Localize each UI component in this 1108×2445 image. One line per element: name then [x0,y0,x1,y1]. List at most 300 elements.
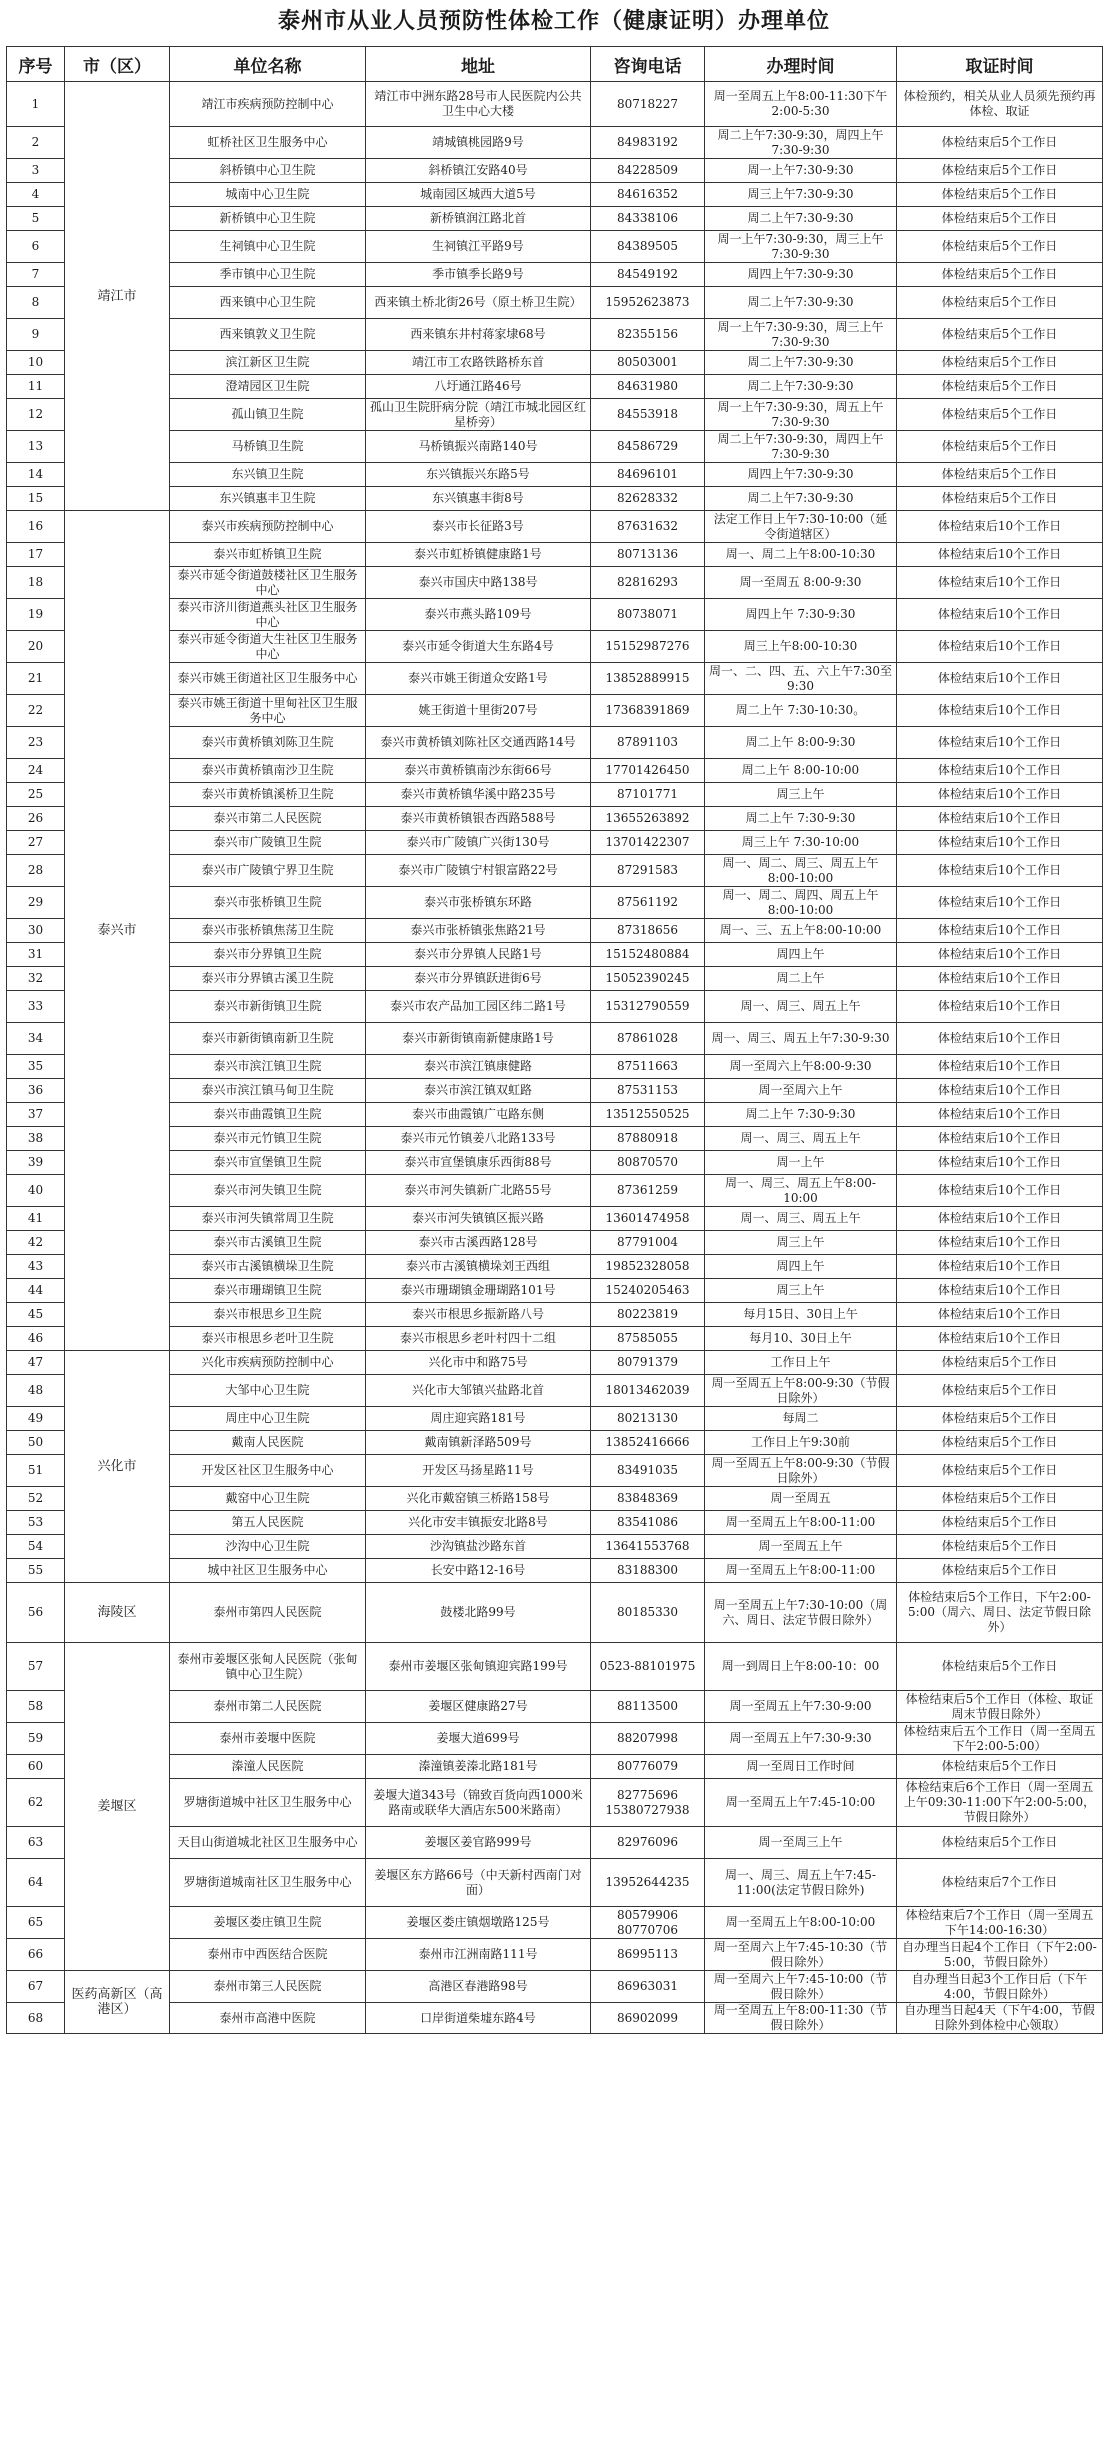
address: 西来镇土桥北街26号（原土桥卫生院） [366,287,591,319]
table-row [7,1103,1103,1127]
header-district: 市（区） [65,47,170,82]
office-hours: 周一、三、五上午8:00-10:00 [705,919,897,943]
unit-name: 大邹中心卫生院 [170,1375,366,1407]
phone: 13852416666 [591,1431,705,1455]
table-row [7,727,1103,759]
table-row [7,663,1103,695]
phone: 83491035 [591,1455,705,1487]
row-number: 35 [7,1055,65,1079]
table-row [7,1755,1103,1779]
unit-name: 戴窑中心卫生院 [170,1487,366,1511]
row-number: 5 [7,207,65,231]
header-address: 地址 [366,47,591,82]
pickup-time: 体检结束后5个工作日 [897,287,1103,319]
office-hours: 周一上午7:30-9:30 [705,159,897,183]
unit-name: 泰兴市黄桥镇溪桥卫生院 [170,783,366,807]
unit-name: 孤山镇卫生院 [170,399,366,431]
office-hours: 周一至周五 [705,1487,897,1511]
phone: 80213130 [591,1407,705,1431]
office-hours: 周一、周三、周五上午 [705,991,897,1023]
unit-name: 滨江新区卫生院 [170,351,366,375]
unit-name: 东兴镇惠丰卫生院 [170,487,366,511]
unit-name: 开发区社区卫生服务中心 [170,1455,366,1487]
pickup-time: 体检结束后10个工作日 [897,783,1103,807]
unit-name: 泰兴市张桥镇焦荡卫生院 [170,919,366,943]
row-number: 17 [7,543,65,567]
table-row [7,1431,1103,1455]
address: 新桥镇润江路北首 [366,207,591,231]
district-cell: 海陵区 [65,1583,170,1643]
office-hours: 周二上午7:30-9:30 [705,207,897,231]
pickup-time: 体检结束后10个工作日 [897,1279,1103,1303]
table-row [7,1407,1103,1431]
office-hours: 周二上午7:30-9:30 [705,375,897,399]
unit-name: 季市镇中心卫生院 [170,263,366,287]
office-hours: 周三上午 [705,1279,897,1303]
unit-name: 泰兴市新街镇南新卫生院 [170,1023,366,1055]
unit-name: 生祠镇中心卫生院 [170,231,366,263]
address: 斜桥镇江安路40号 [366,159,591,183]
address: 泰兴市曲霞镇广屯路东侧 [366,1103,591,1127]
office-hours: 周三上午7:30-9:30 [705,183,897,207]
office-hours: 工作日上午9:30前 [705,1431,897,1455]
address: 泰兴市长征路3号 [366,511,591,543]
row-number: 34 [7,1023,65,1055]
unit-name: 泰兴市广陵镇宁界卫生院 [170,855,366,887]
pickup-time: 体检结束后5个工作日 [897,183,1103,207]
phone: 84983192 [591,127,705,159]
phone: 87318656 [591,919,705,943]
address: 泰兴市张桥镇东环路 [366,887,591,919]
pickup-time: 体检结束后10个工作日 [897,663,1103,695]
address: 泰兴市古溪镇横垛刘王西组 [366,1255,591,1279]
pickup-time: 体检结束后7个工作日（周一至周五下午14:00-16:30） [897,1907,1103,1939]
unit-name: 泰兴市疾病预防控制中心 [170,511,366,543]
pickup-time: 体检结束后10个工作日 [897,1079,1103,1103]
phone: 13701422307 [591,831,705,855]
pickup-time: 体检结束后10个工作日 [897,967,1103,991]
office-hours: 周一至周六上午7:45-10:00（节假日除外） [705,1971,897,2003]
table-row [7,1303,1103,1327]
table-row [7,1231,1103,1255]
phone: 86995113 [591,1939,705,1971]
address: 沙沟镇盐沙路东首 [366,1535,591,1559]
table-row [7,2003,1103,2034]
address: 泰兴市分界镇人民路1号 [366,943,591,967]
table-row [7,1535,1103,1559]
address: 姜堰大道343号（锦致百货向西1000米路南或联华大酒店东500米路南） [366,1779,591,1827]
row-number: 11 [7,375,65,399]
office-hours: 周四上午7:30-9:30 [705,263,897,287]
address: 兴化市中和路75号 [366,1351,591,1375]
phone: 87861028 [591,1023,705,1055]
address: 泰兴市黄桥镇南沙东街66号 [366,759,591,783]
office-hours: 周四上午 [705,943,897,967]
office-hours: 周二上午 7:30-9:30 [705,807,897,831]
row-number: 19 [7,599,65,631]
address: 泰兴市张桥镇张焦路21号 [366,919,591,943]
table-row [7,943,1103,967]
table-row [7,1055,1103,1079]
unit-name: 泰兴市虹桥镇卫生院 [170,543,366,567]
units-table [6,46,1103,2034]
row-number: 58 [7,1691,65,1723]
row-number: 12 [7,399,65,431]
table-row [7,1151,1103,1175]
address: 泰兴市虹桥镇健康路1号 [366,543,591,567]
row-number: 47 [7,1351,65,1375]
table-row [7,1207,1103,1231]
address: 泰兴市国庆中路138号 [366,567,591,599]
phone: 83848369 [591,1487,705,1511]
phone: 15152480884 [591,943,705,967]
unit-name: 靖江市疾病预防控制中心 [170,82,366,127]
office-hours: 周一至周五上午8:00-11:00 [705,1511,897,1535]
row-number: 48 [7,1375,65,1407]
table-row [7,1971,1103,2003]
page-title: 泰州市从业人员预防性体检工作（健康证明）办理单位 [277,8,830,34]
address: 姚王街道十里街207号 [366,695,591,727]
phone: 87880918 [591,1127,705,1151]
address: 泰兴市农产品加工园区纬二路1号 [366,991,591,1023]
table-row [7,1351,1103,1375]
address: 泰兴市河失镇镇区振兴路 [366,1207,591,1231]
address: 生祠镇江平路9号 [366,231,591,263]
address: 西来镇东井村蒋家埭68号 [366,319,591,351]
row-number: 43 [7,1255,65,1279]
phone: 80713136 [591,543,705,567]
office-hours: 每周二 [705,1407,897,1431]
address: 泰兴市广陵镇广兴街130号 [366,831,591,855]
address: 高港区春港路98号 [366,1971,591,2003]
address: 泰兴市分界镇跃进街6号 [366,967,591,991]
row-number: 30 [7,919,65,943]
office-hours: 周一至周五上午7:30-9:00 [705,1691,897,1723]
table-row [7,319,1103,351]
pickup-time: 体检结束后5个工作日 [897,319,1103,351]
row-number: 46 [7,1327,65,1351]
pickup-time: 体检结束后5个工作日 [897,231,1103,263]
phone: 13952644235 [591,1859,705,1907]
phone: 87291583 [591,855,705,887]
row-number: 40 [7,1175,65,1207]
address: 泰兴市广陵镇宁村银富路22号 [366,855,591,887]
address: 戴南镇新泽路509号 [366,1431,591,1455]
row-number: 62 [7,1779,65,1827]
table-row [7,1827,1103,1859]
header-phone: 咨询电话 [591,47,705,82]
unit-name: 泰兴市根思乡卫生院 [170,1303,366,1327]
office-hours: 周三上午 [705,783,897,807]
office-hours: 周二上午 8:00-10:00 [705,759,897,783]
row-number: 10 [7,351,65,375]
table-row [7,1255,1103,1279]
pickup-time: 体检结束后6个工作日（周一至周五上午09:30-11:00下午2:00-5:00，节假日除外） [897,1779,1103,1827]
table-row [7,1455,1103,1487]
phone: 87891103 [591,727,705,759]
pickup-time: 自办理当日起3个工作日后（下午4:00，节假日除外） [897,1971,1103,2003]
district-cell: 姜堰区 [65,1643,170,1971]
row-number: 7 [7,263,65,287]
unit-name: 城南中心卫生院 [170,183,366,207]
pickup-time: 体检结束后5个工作日（体检、取证周末节假日除外） [897,1691,1103,1723]
table-row [7,1859,1103,1907]
unit-name: 第五人民医院 [170,1511,366,1535]
pickup-time: 体检结束后5个工作日 [897,1455,1103,1487]
phone: 87631632 [591,511,705,543]
unit-name: 泰兴市广陵镇卫生院 [170,831,366,855]
table-row [7,1939,1103,1971]
pickup-time: 体检结束后10个工作日 [897,807,1103,831]
address: 周庄迎宾路181号 [366,1407,591,1431]
table-row [7,511,1103,543]
address: 泰兴市燕头路109号 [366,599,591,631]
table-row [7,1023,1103,1055]
phone: 13852889915 [591,663,705,695]
address: 八圩通江路46号 [366,375,591,399]
address: 泰兴市元竹镇姜八北路133号 [366,1127,591,1151]
row-number: 24 [7,759,65,783]
office-hours: 周一、二、四、五、六上午7:30至9:30 [705,663,897,695]
pickup-time: 体检结束后5个工作日 [897,1351,1103,1375]
address: 姜堰区娄庄镇烟墩路125号 [366,1907,591,1939]
pickup-time: 体检结束后10个工作日 [897,1055,1103,1079]
table-row [7,487,1103,511]
row-number: 39 [7,1151,65,1175]
pickup-time: 体检结束后10个工作日 [897,991,1103,1023]
phone: 80718227 [591,82,705,127]
office-hours: 周一、周二、周三、周五上午8:00-10:00 [705,855,897,887]
office-hours: 周二上午7:30-9:30 [705,487,897,511]
pickup-time: 体检结束后10个工作日 [897,1303,1103,1327]
phone: 87561192 [591,887,705,919]
unit-name: 泰兴市古溪镇横垛卫生院 [170,1255,366,1279]
office-hours: 周一至周六上午7:45-10:30（节假日除外） [705,1939,897,1971]
pickup-time: 体检结束后5个工作日，下午2:00-5:00（周六、周日、法定节假日除外） [897,1583,1103,1643]
office-hours: 周二上午 7:30-9:30 [705,1103,897,1127]
table-row [7,831,1103,855]
row-number: 9 [7,319,65,351]
phone: 87101771 [591,783,705,807]
pickup-time: 自办理当日起4个工作日（下午2:00-5:00，节假日除外） [897,1939,1103,1971]
office-hours: 周一、周三、周五上午 [705,1127,897,1151]
address: 泰兴市延令街道大生东路4号 [366,631,591,663]
phone: 82775696 15380727938 [591,1779,705,1827]
table-row [7,287,1103,319]
unit-name: 泰兴市延令街道大生社区卫生服务中心 [170,631,366,663]
phone: 80738071 [591,599,705,631]
office-hours: 周一至周五上午7:45-10:00 [705,1779,897,1827]
phone: 87511663 [591,1055,705,1079]
address: 泰兴市根思乡老叶村四十二组 [366,1327,591,1351]
unit-name: 城中社区卫生服务中心 [170,1559,366,1583]
table-row [7,207,1103,231]
office-hours: 周三上午 7:30-10:00 [705,831,897,855]
row-number: 29 [7,887,65,919]
address: 孤山卫生院肝病分院（靖江市城北园区红星桥旁） [366,399,591,431]
unit-name: 罗塘街道城中社区卫生服务中心 [170,1779,366,1827]
address: 靖江市工农路铁路桥东首 [366,351,591,375]
phone: 80503001 [591,351,705,375]
table-row [7,183,1103,207]
address: 靖江市中洲东路28号市人民医院内公共卫生中心大楼 [366,82,591,127]
office-hours: 周一至周五上午7:30-10:00（周六、周日、法定节假日除外） [705,1583,897,1643]
phone: 18013462039 [591,1375,705,1407]
table-row [7,567,1103,599]
office-hours: 周一至周五上午8:00-11:30下午2:00-5:30 [705,82,897,127]
address: 泰兴市黄桥镇华溪中路235号 [366,783,591,807]
row-number: 57 [7,1643,65,1691]
table-row [7,127,1103,159]
row-number: 2 [7,127,65,159]
office-hours: 周一至周五上午8:00-10:00 [705,1907,897,1939]
unit-name: 虹桥社区卫生服务中心 [170,127,366,159]
unit-name: 天目山街道城北社区卫生服务中心 [170,1827,366,1859]
office-hours: 周一至周三上午 [705,1827,897,1859]
address: 马桥镇振兴南路140号 [366,431,591,463]
pickup-time: 体检结束后10个工作日 [897,855,1103,887]
pickup-time: 体检结束后5个工作日 [897,1535,1103,1559]
office-hours: 周一、周二、周四、周五上午8:00-10:00 [705,887,897,919]
pickup-time: 体检结束后5个工作日 [897,463,1103,487]
pickup-time: 体检结束后五个工作日（周一至周五下午2:00-5:00） [897,1723,1103,1755]
table-row [7,1779,1103,1827]
row-number: 6 [7,231,65,263]
pickup-time: 体检结束后5个工作日 [897,127,1103,159]
office-hours: 周二上午7:30-9:30，周四上午7:30-9:30 [705,127,897,159]
phone: 87791004 [591,1231,705,1255]
address: 泰兴市滨江镇康健路 [366,1055,591,1079]
phone: 80791379 [591,1351,705,1375]
row-number: 60 [7,1755,65,1779]
phone: 83188300 [591,1559,705,1583]
unit-name: 泰兴市珊瑚镇卫生院 [170,1279,366,1303]
phone: 84228509 [591,159,705,183]
office-hours: 周一至周五上午8:00-9:30（节假日除外） [705,1375,897,1407]
table-row [7,431,1103,463]
pickup-time: 体检结束后10个工作日 [897,567,1103,599]
office-hours: 周一至周日工作时间 [705,1755,897,1779]
phone: 84696101 [591,463,705,487]
office-hours: 周一至周六上午8:00-9:30 [705,1055,897,1079]
office-hours: 周二上午 7:30-10:30。 [705,695,897,727]
table-body [7,82,1103,2034]
office-hours: 周一至周五上午 [705,1535,897,1559]
table-row [7,1375,1103,1407]
address: 东兴镇惠丰街8号 [366,487,591,511]
office-hours: 周一上午7:30-9:30，周三上午7:30-9:30 [705,319,897,351]
row-number: 51 [7,1455,65,1487]
address: 开发区马扬星路11号 [366,1455,591,1487]
pickup-time: 体检结束后10个工作日 [897,1231,1103,1255]
unit-name: 泰兴市曲霞镇卫生院 [170,1103,366,1127]
phone: 84549192 [591,263,705,287]
unit-name: 兴化市疾病预防控制中心 [170,1351,366,1375]
address: 城南园区城西大道5号 [366,183,591,207]
pickup-time: 体检结束后5个工作日 [897,351,1103,375]
table-row [7,919,1103,943]
office-hours: 周一至周五 8:00-9:30 [705,567,897,599]
phone: 83541086 [591,1511,705,1535]
pickup-time: 体检结束后10个工作日 [897,727,1103,759]
unit-name: 泰州市姜堰区张甸人民医院（张甸镇中心卫生院） [170,1643,366,1691]
office-hours: 周二上午 8:00-9:30 [705,727,897,759]
unit-name: 泰兴市姚王街道社区卫生服务中心 [170,663,366,695]
pickup-time: 自办理当日起4天（下午4:00，节假日除外到体检中心领取） [897,2003,1103,2034]
office-hours: 每月10、30日上午 [705,1327,897,1351]
office-hours: 周二上午 [705,967,897,991]
table-row [7,231,1103,263]
address: 泰兴市古溪西路128号 [366,1231,591,1255]
pickup-time: 体检结束后5个工作日 [897,1375,1103,1407]
district-cell: 泰兴市 [65,511,170,1351]
address: 溱潼镇姜溱北路181号 [366,1755,591,1779]
phone: 87531153 [591,1079,705,1103]
row-number: 63 [7,1827,65,1859]
unit-name: 泰兴市新街镇卫生院 [170,991,366,1023]
district-cell: 兴化市 [65,1351,170,1583]
pickup-time: 体检结束后10个工作日 [897,919,1103,943]
pickup-time: 体检结束后5个工作日 [897,1407,1103,1431]
pickup-time: 体检结束后10个工作日 [897,1207,1103,1231]
table-row [7,399,1103,431]
table-row [7,887,1103,919]
phone: 80870570 [591,1151,705,1175]
table-row [7,1079,1103,1103]
phone: 80185330 [591,1583,705,1643]
table-row [7,543,1103,567]
header-hours: 办理时间 [705,47,897,82]
table-row [7,599,1103,631]
unit-name: 泰兴市元竹镇卫生院 [170,1127,366,1151]
row-number: 37 [7,1103,65,1127]
pickup-time: 体检结束后5个工作日 [897,1559,1103,1583]
pickup-time: 体检结束后5个工作日 [897,263,1103,287]
address: 泰兴市滨江镇双虹路 [366,1079,591,1103]
table-row [7,263,1103,287]
office-hours: 周一至周六上午 [705,1079,897,1103]
row-number: 41 [7,1207,65,1231]
address: 泰兴市根思乡振新路八号 [366,1303,591,1327]
row-number: 31 [7,943,65,967]
unit-name: 周庄中心卫生院 [170,1407,366,1431]
header-row [7,47,1103,82]
phone: 82976096 [591,1827,705,1859]
unit-name: 沙沟中心卫生院 [170,1535,366,1559]
row-number: 20 [7,631,65,663]
district-cell: 医药高新区（高港区） [65,1971,170,2034]
phone: 87585055 [591,1327,705,1351]
row-number: 16 [7,511,65,543]
pickup-time: 体检结束后10个工作日 [897,599,1103,631]
unit-name: 泰州市第二人民医院 [170,1691,366,1723]
office-hours: 周三上午 [705,1231,897,1255]
table-row [7,695,1103,727]
office-hours: 周一、周三、周五上午 [705,1207,897,1231]
office-hours: 周一到周日上午8:00-10：00 [705,1643,897,1691]
address: 泰州市姜堰区张甸镇迎宾路199号 [366,1643,591,1691]
unit-name: 泰州市姜堰中医院 [170,1723,366,1755]
address: 鼓楼北路99号 [366,1583,591,1643]
pickup-time: 体检结束后10个工作日 [897,1127,1103,1151]
unit-name: 泰兴市分界镇古溪卫生院 [170,967,366,991]
pickup-time: 体检结束后5个工作日 [897,207,1103,231]
phone: 13512550525 [591,1103,705,1127]
pickup-time: 体检结束后5个工作日 [897,1431,1103,1455]
unit-name: 泰兴市河失镇常周卫生院 [170,1207,366,1231]
header-pickup: 取证时间 [897,47,1103,82]
row-number: 36 [7,1079,65,1103]
